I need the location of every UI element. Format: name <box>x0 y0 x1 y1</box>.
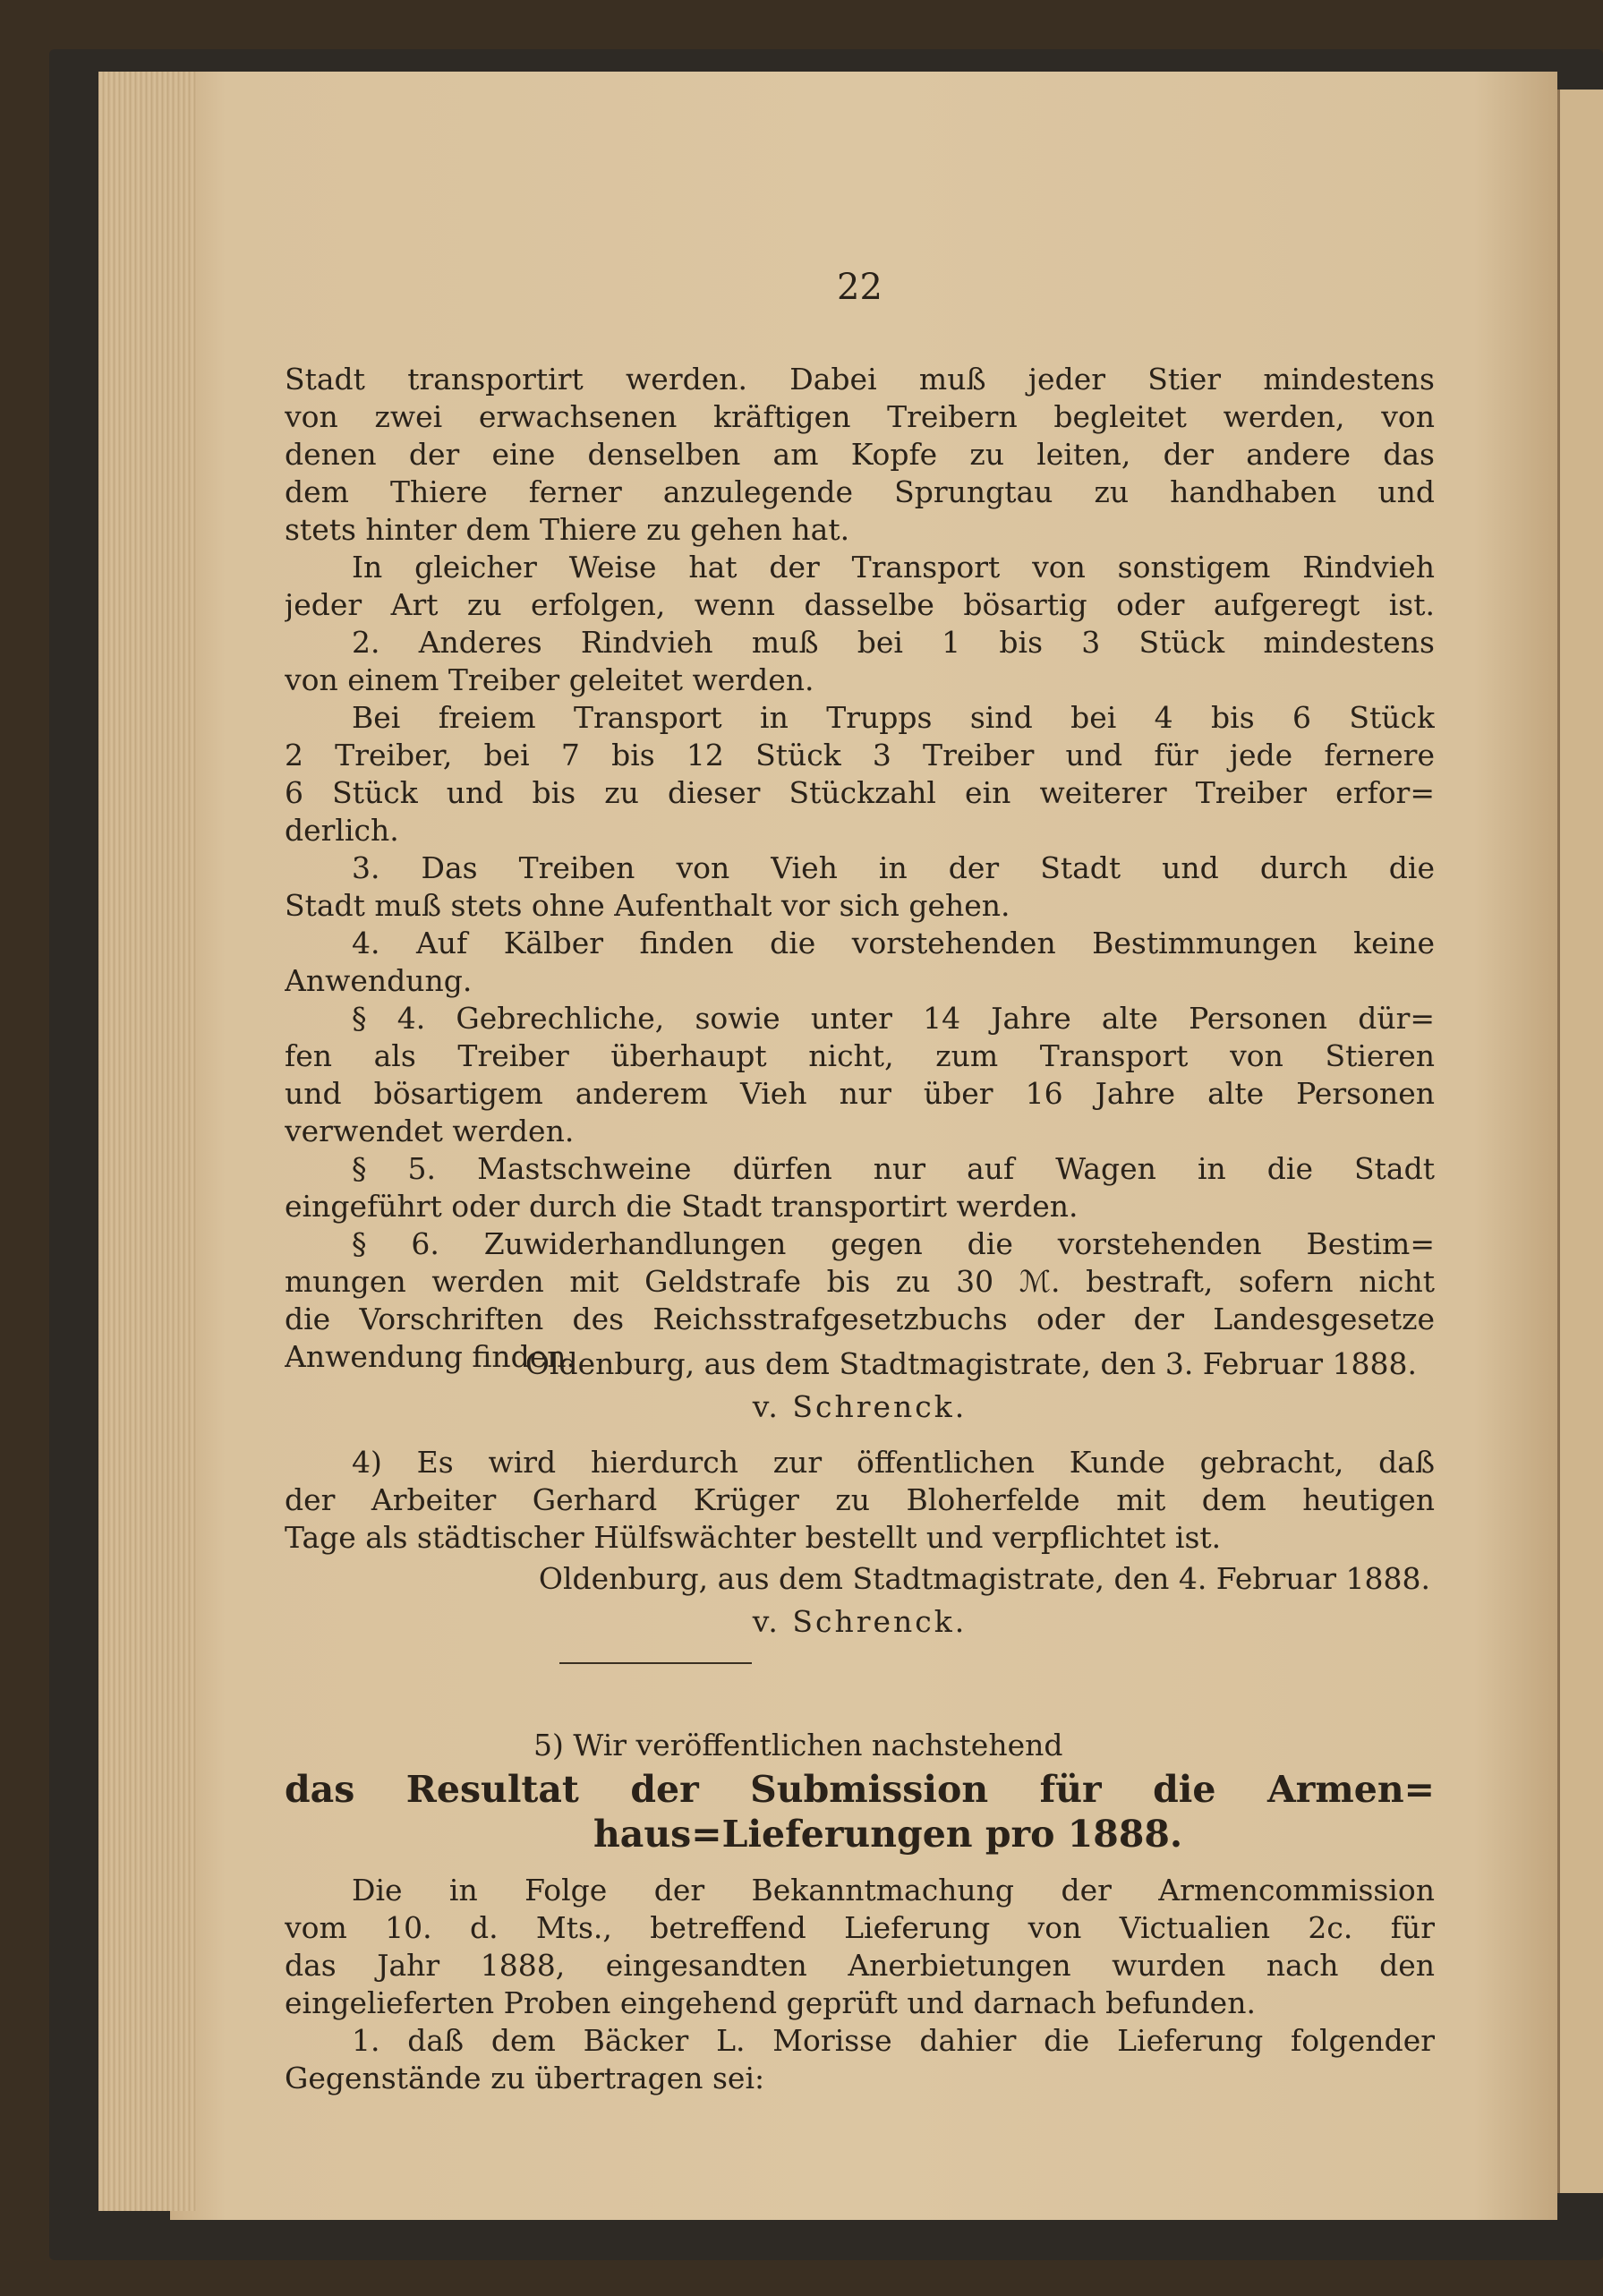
page-stack-edges <box>98 72 197 2211</box>
section-heading: das Resultat der Submission für die Armen= <box>285 1768 1435 1811</box>
text-line: § 5. Mastschweine dürfen nur auf Wagen in die Stadt <box>352 1151 1435 1186</box>
next-page-edge <box>1557 90 1603 2193</box>
text-line: von einem Treiber geleitet werden. <box>285 662 814 697</box>
text-line: Tage als städtischer Hülfswächter bestellt und verpflichtet ist. <box>285 1520 1222 1555</box>
page-number: 22 <box>837 267 883 308</box>
text-line: der Arbeiter Gerhard Krüger zu Bloherfelde mit dem heutigen <box>285 1482 1435 1517</box>
text-line: 2 Treiber, bei 7 bis 12 Stück 3 Treiber und für jede fernere <box>285 738 1435 772</box>
text-line: § 6. Zuwiderhandlungen gegen die vorstehenden Bestim= <box>352 1226 1435 1261</box>
section-divider <box>559 1662 752 1664</box>
text-line: denen der eine denselben am Kopfe zu leiten, der andere das <box>285 437 1435 472</box>
text-line: 3. Das Treiben von Vieh in der Stadt und durch die <box>352 850 1435 885</box>
text-line: vom 10. d. Mts., betreffend Lieferung von Victualien 2c. für <box>285 1910 1435 1945</box>
text-line: die Vorschriften des Reichsstrafgesetzbuchs oder der Landesgesetze <box>285 1302 1435 1336</box>
text-line: Bei freiem Transport in Trupps sind bei 4 bis 6 Stück <box>352 700 1435 735</box>
signature-name: v. Schrenck. <box>752 1604 968 1639</box>
text-line: Anwendung finden. <box>285 1339 576 1374</box>
text-line: das Jahr 1888, eingesandten Anerbietungen wurden nach den <box>285 1948 1435 1983</box>
text-line: dem Thiere ferner anzulegende Sprungtau zu handhaben und <box>285 474 1435 509</box>
signature-place-date: Oldenburg, aus dem Stadtmagistrate, den 3. Februar 1888. <box>524 1346 1417 1381</box>
text-line: mungen werden mit Geldstrafe bis zu 30 ℳ. bestraft, sofern nicht <box>285 1264 1435 1299</box>
text-line: Stadt transportirt werden. Dabei muß jeder Stier mindestens <box>285 362 1435 397</box>
signature-place-date: Oldenburg, aus dem Stadtmagistrate, den 4. Februar 1888. <box>538 1561 1430 1596</box>
text-line: Stadt muß stets ohne Aufenthalt vor sich gehen. <box>285 888 1010 923</box>
text-line: Gegenstände zu übertragen sei: <box>285 2061 765 2095</box>
text-line: In gleicher Weise hat der Transport von sonstigem Rindvieh <box>352 550 1435 585</box>
text-line: von zwei erwachsenen kräftigen Treibern begleitet werden, von <box>285 399 1435 434</box>
text-line: jeder Art zu erfolgen, wenn dasselbe bösartig oder aufgeregt ist. <box>285 587 1435 622</box>
section-heading: haus=Lieferungen pro 1888. <box>593 1813 1183 1856</box>
text-line: 2. Anderes Rindvieh muß bei 1 bis 3 Stück mindestens <box>352 625 1435 660</box>
text-line: fen als Treiber überhaupt nicht, zum Transport von Stieren <box>285 1038 1435 1073</box>
text-line: eingelieferten Proben eingehend geprüft und darnach befunden. <box>285 1985 1256 2020</box>
announcement-intro: 5) Wir veröffentlichen nachstehend <box>533 1728 1063 1763</box>
text-line: und bösartigem anderem Vieh nur über 16 Jahre alte Personen <box>285 1076 1435 1111</box>
text-line: 4) Es wird hierdurch zur öffentlichen Kunde gebracht, daß <box>352 1445 1435 1480</box>
signature-name: v. Schrenck. <box>752 1389 968 1424</box>
text-line: stets hinter dem Thiere zu gehen hat. <box>285 512 850 547</box>
text-line: Anwendung. <box>285 963 473 998</box>
text-line: 6 Stück und bis zu dieser Stückzahl ein weiterer Treiber erfor= <box>285 775 1435 810</box>
text-line: 1. daß dem Bäcker L. Morisse dahier die Lieferung folgender <box>352 2023 1435 2058</box>
text-line: verwendet werden. <box>285 1114 575 1148</box>
text-line: eingeführt oder durch die Stadt transportirt werden. <box>285 1189 1079 1224</box>
text-line: 4. Auf Kälber finden die vorstehenden Bestimmungen keine <box>352 926 1435 960</box>
text-line: § 4. Gebrechliche, sowie unter 14 Jahre alte Personen dür= <box>352 1001 1435 1036</box>
text-line: Die in Folge der Bekanntmachung der Armencommission <box>352 1873 1435 1908</box>
text-line: derlich. <box>285 813 399 848</box>
